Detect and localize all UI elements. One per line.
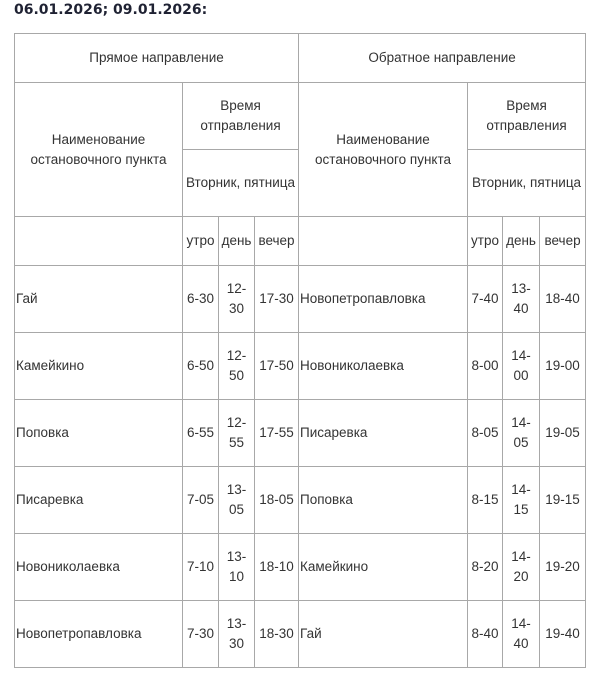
backward-day-time: 14-20 bbox=[503, 534, 540, 601]
backward-empty-cell bbox=[299, 217, 468, 266]
period-header-row bbox=[15, 217, 586, 266]
backward-morning-time: 8-05 bbox=[468, 400, 503, 467]
forward-evening-time: 17-55 bbox=[255, 400, 299, 467]
backward-period-morning: утро bbox=[468, 217, 503, 266]
backward-day-time: 14-15 bbox=[503, 467, 540, 534]
forward-morning-time: 6-50 bbox=[183, 333, 219, 400]
backward-stop-name-header: Наименование остановочного пункта bbox=[299, 83, 468, 217]
backward-morning-time: 7-40 bbox=[468, 266, 503, 333]
forward-day-time: 12-30 bbox=[219, 266, 255, 333]
backward-stop-name: Камейкино bbox=[299, 534, 468, 601]
forward-direction-header: Прямое направление bbox=[15, 34, 299, 83]
backward-stop-name: Гай bbox=[299, 601, 468, 668]
table-row bbox=[15, 333, 586, 400]
forward-days-header: Вторник, пятница bbox=[183, 150, 299, 217]
forward-day-time: 13-10 bbox=[219, 534, 255, 601]
backward-morning-time: 8-40 bbox=[468, 601, 503, 668]
forward-morning-time: 6-30 bbox=[183, 266, 219, 333]
backward-period-evening: вечер bbox=[540, 217, 586, 266]
direction-header-row bbox=[15, 34, 586, 83]
table-row bbox=[15, 266, 586, 333]
backward-day-time: 14-40 bbox=[503, 601, 540, 668]
backward-stop-name: Новониколаевка bbox=[299, 333, 468, 400]
forward-day-time: 12-55 bbox=[219, 400, 255, 467]
table-row bbox=[15, 534, 586, 601]
table-row bbox=[15, 400, 586, 467]
backward-evening-time: 18-40 bbox=[540, 266, 586, 333]
forward-stop-name: Поповка bbox=[15, 400, 183, 467]
table-row bbox=[15, 601, 586, 668]
backward-morning-time: 8-15 bbox=[468, 467, 503, 534]
backward-period-day: день bbox=[503, 217, 540, 266]
backward-morning-time: 8-00 bbox=[468, 333, 503, 400]
backward-morning-time: 8-20 bbox=[468, 534, 503, 601]
backward-stop-name: Писаревка bbox=[299, 400, 468, 467]
backward-departure-time-header: Время отправления bbox=[468, 83, 586, 150]
backward-evening-time: 19-00 bbox=[540, 333, 586, 400]
backward-stop-name: Поповка bbox=[299, 467, 468, 534]
backward-direction-header: Обратное направление bbox=[299, 34, 586, 83]
forward-evening-time: 17-30 bbox=[255, 266, 299, 333]
forward-evening-time: 17-50 bbox=[255, 333, 299, 400]
schedule-dates-heading: 06.01.2026; 09.01.2026: bbox=[14, 2, 208, 18]
backward-evening-time: 19-40 bbox=[540, 601, 586, 668]
forward-period-morning: утро bbox=[183, 217, 219, 266]
forward-morning-time: 7-10 bbox=[183, 534, 219, 601]
forward-day-time: 13-05 bbox=[219, 467, 255, 534]
forward-stop-name: Гай bbox=[15, 266, 183, 333]
forward-period-day: день bbox=[219, 217, 255, 266]
forward-evening-time: 18-05 bbox=[255, 467, 299, 534]
forward-morning-time: 7-30 bbox=[183, 601, 219, 668]
table-row bbox=[15, 467, 586, 534]
forward-morning-time: 6-55 bbox=[183, 400, 219, 467]
forward-empty-cell bbox=[15, 217, 183, 266]
bus-schedule-table bbox=[14, 33, 586, 668]
backward-day-time: 13-40 bbox=[503, 266, 540, 333]
backward-evening-time: 19-05 bbox=[540, 400, 586, 467]
forward-stop-name: Писаревка bbox=[15, 467, 183, 534]
forward-evening-time: 18-30 bbox=[255, 601, 299, 668]
forward-departure-time-header: Время отправления bbox=[183, 83, 299, 150]
backward-days-header: Вторник, пятница bbox=[468, 150, 586, 217]
time-header-row bbox=[15, 83, 586, 150]
forward-evening-time: 18-10 bbox=[255, 534, 299, 601]
backward-evening-time: 19-15 bbox=[540, 467, 586, 534]
forward-period-evening: вечер bbox=[255, 217, 299, 266]
backward-day-time: 14-00 bbox=[503, 333, 540, 400]
forward-day-time: 12-50 bbox=[219, 333, 255, 400]
backward-stop-name: Новопетропавловка bbox=[299, 266, 468, 333]
forward-stop-name-header: Наименование остановочного пункта bbox=[15, 83, 183, 217]
forward-day-time: 13-30 bbox=[219, 601, 255, 668]
backward-evening-time: 19-20 bbox=[540, 534, 586, 601]
forward-morning-time: 7-05 bbox=[183, 467, 219, 534]
backward-day-time: 14-05 bbox=[503, 400, 540, 467]
forward-stop-name: Камейкино bbox=[15, 333, 183, 400]
forward-stop-name: Новопетропавловка bbox=[15, 601, 183, 668]
forward-stop-name: Новониколаевка bbox=[15, 534, 183, 601]
